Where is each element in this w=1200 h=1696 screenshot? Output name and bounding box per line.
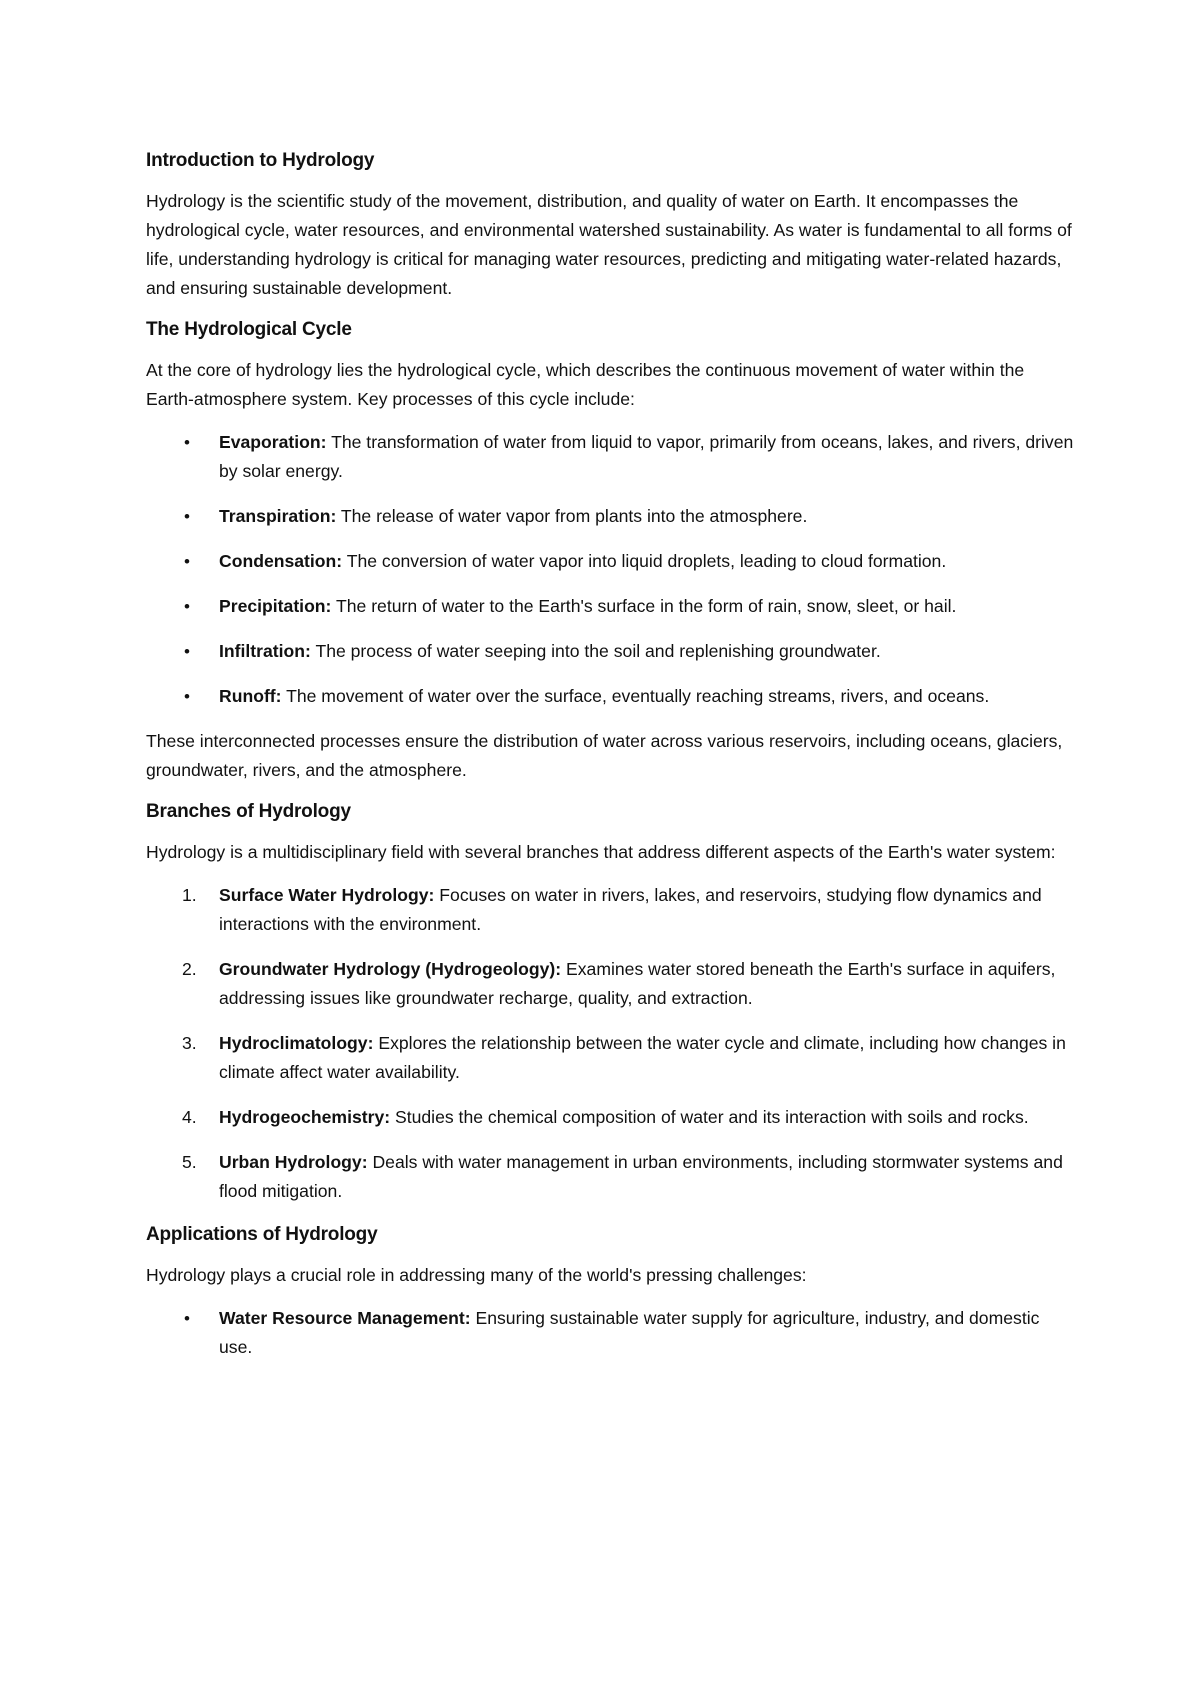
list-item [146,1103,1076,1132]
intro-paragraph: Hydrology is the scientific study of the movement, distribution, and quality of water on Earth. It encompasses the hydrological cycle, water resources, and environmental watershed sustainability. As water is fundamental to all forms of life, understanding hydrology is critical for managing water resources, predicting and mitigating water-related hazards, and ensuring sustainable development. [146,191,1072,298]
applications-paragraph: Hydrology plays a crucial role in addressing many of the world's pressing challenges: [146,1265,807,1285]
list-item-term: Urban Hydrology: [219,1152,368,1172]
list-item-term: Condensation: [219,551,343,571]
list-item-text: Ensuring sustainable water supply for agriculture, industry, and domestic use. [219,1308,1040,1357]
list-item [146,682,1076,711]
bullet-icon: • [184,552,190,571]
list-item-term: Water Resource Management: [219,1308,471,1328]
list-item [146,1304,1076,1362]
list-item [146,592,1076,621]
section-heading-branches: Branches of Hydrology [146,801,351,822]
list-item-text: The movement of water over the surface, eventually reaching streams, rivers, and oceans. [281,686,990,706]
applications-list [146,1304,1076,1362]
bullet-icon: • [184,597,190,616]
list-item [146,1148,1076,1206]
list-item-text: Studies the chemical composition of water and its interaction with soils and rocks. [390,1107,1029,1127]
list-number: 1. [182,885,197,905]
cycle-closing-paragraph: These interconnected processes ensure the distribution of water across various reservoirs, including oceans, glaciers, groundwater, rivers, and the atmosphere. [146,731,1063,780]
section-heading-cycle: The Hydrological Cycle [146,319,352,340]
list-number: 3. [182,1033,197,1053]
list-item-term: Surface Water Hydrology: [219,885,435,905]
list-item-term: Hydrogeochemistry: [219,1107,391,1127]
list-item-term: Runoff: [219,686,282,706]
list-item-text: The transformation of water from liquid to vapor, primarily from oceans, lakes, and rivers, driven by solar energy. [219,432,1074,481]
list-item-term: Evaporation: [219,432,327,452]
list-item [146,881,1076,939]
bullet-icon: • [184,642,190,661]
bullet-icon: • [184,433,190,452]
list-item-term: Precipitation: [219,596,332,616]
bullet-icon: • [184,507,190,526]
bullet-icon: • [184,687,190,706]
list-item-text: Deals with water management in urban environments, including stormwater systems and flood mitigation. [219,1152,1063,1201]
list-number: 2. [182,959,197,979]
section-heading-intro: Introduction to Hydrology [146,150,375,171]
list-item [146,547,1076,576]
list-item-text: Focuses on water in rivers, lakes, and reservoirs, studying flow dynamics and interactions with the environment. [219,885,1042,934]
list-item-term: Infiltration: [219,641,311,661]
list-item-term: Transpiration: [219,506,337,526]
list-item [146,502,1076,531]
document-page [146,148,1076,1378]
list-item [146,955,1076,1013]
branches-paragraph: Hydrology is a multidisciplinary field with several branches that address different aspects of the Earth's water system: [146,842,1056,862]
list-item-text: The release of water vapor from plants into the atmosphere. [336,506,808,526]
list-item-text: The return of water to the Earth's surface in the form of rain, snow, sleet, or hail. [331,596,957,616]
branches-list [146,881,1076,1206]
list-item [146,1029,1076,1087]
list-item-text: The process of water seeping into the soil and replenishing groundwater. [310,641,881,661]
list-item-text: Examines water stored beneath the Earth's surface in aquifers, addressing issues like groundwater recharge, quality, and extraction. [219,959,1056,1008]
list-item-term: Hydroclimatology: [219,1033,374,1053]
cycle-process-list [146,428,1076,711]
list-number: 5. [182,1152,197,1172]
list-item-term: Groundwater Hydrology (Hydrogeology): [219,959,562,979]
list-item [146,428,1076,486]
list-number: 4. [182,1107,197,1127]
cycle-paragraph: At the core of hydrology lies the hydrological cycle, which describes the continuous movement of water within the Earth-atmosphere system. Key processes of this cycle include: [146,360,1025,409]
list-item-text: The conversion of water vapor into liquid droplets, leading to cloud formation. [342,551,947,571]
list-item [146,637,1076,666]
list-item-text: Explores the relationship between the water cycle and climate, including how changes in climate affect water availability. [219,1033,1066,1082]
section-heading-applications: Applications of Hydrology [146,1224,378,1245]
bullet-icon: • [184,1309,190,1328]
